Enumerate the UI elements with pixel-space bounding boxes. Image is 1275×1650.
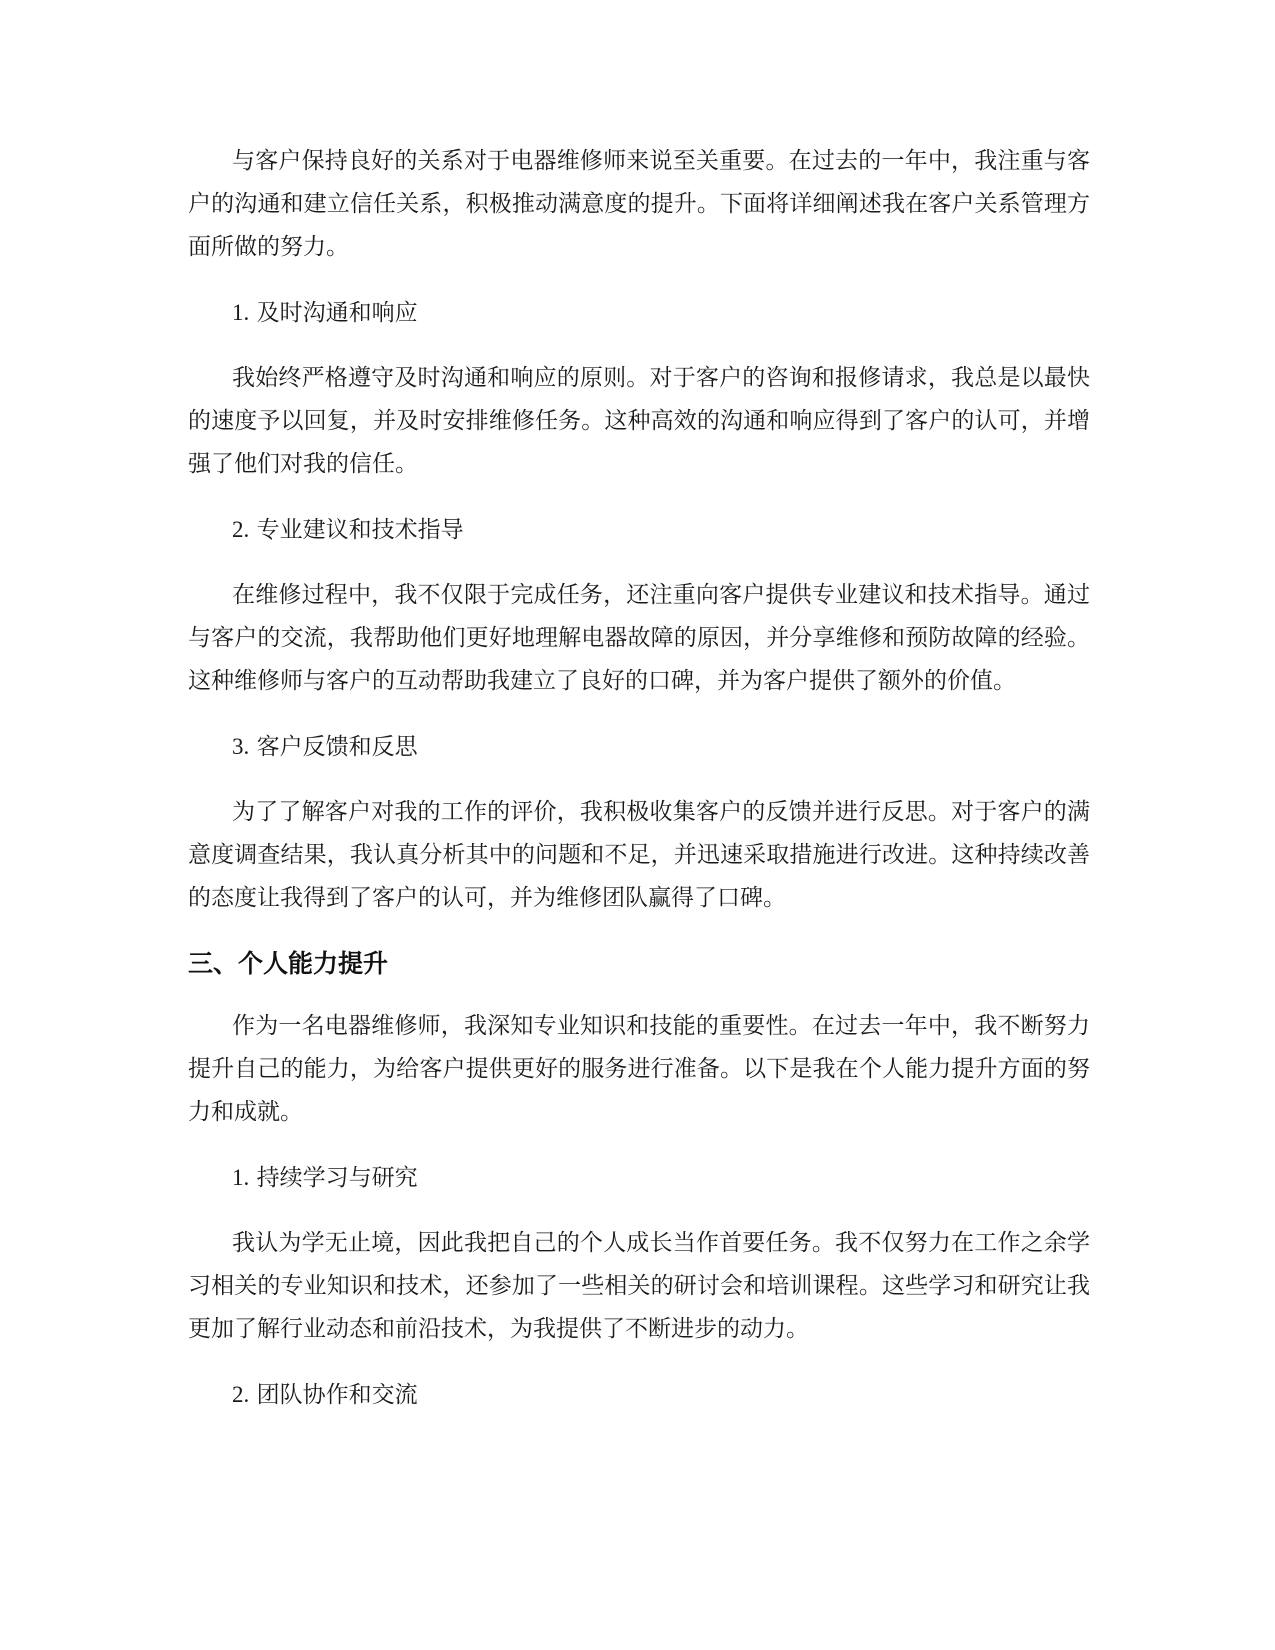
list-item-number: 2. (232, 1382, 250, 1407)
list-item-number: 3. (232, 734, 250, 759)
list-item-professional-advice (232, 508, 1090, 552)
paragraph-continuous-learning: 我认为学无止境，因此我把自己的个人成长当作首要任务。我不仅努力在工作之余学习相关的专业知识和技术，还参加了一些相关的研讨会和培训课程。这些学习和研究让我更加了解行业动态和前沿技术，为我提供了不断进步的动力。 (188, 1230, 1090, 1342)
paragraph-customer-feedback: 为了了解客户对我的工作的评价，我积极收集客户的反馈并进行反思。对于客户的满意度调查结果，我认真分析其中的问题和不足，并迅速采取措施进行改进。这种持续改善的态度让我得到了客户的认可，并为维修团队赢得了口碑。 (188, 799, 1090, 911)
list-item-label: 客户反馈和反思 (256, 734, 418, 760)
list-item-customer-feedback (232, 725, 1090, 769)
list-item-label: 专业建议和技术指导 (256, 517, 464, 543)
paragraph-personal-ability-intro: 作为一名电器维修师，我深知专业知识和技能的重要性。在过去一年中，我不断努力提升自己的能力，为给客户提供更好的服务进行准备。以下是我在个人能力提升方面的努力和成就。 (188, 1013, 1090, 1125)
list-item-number: 2. (232, 517, 250, 542)
list-item-label: 持续学习与研究 (256, 1165, 418, 1191)
section-heading-personal-ability: 三、个人能力提升 (188, 949, 389, 978)
paragraph-customer-relations-intro: 与客户保持良好的关系对于电器维修师来说至关重要。在过去的一年中，我注重与客户的沟通和建立信任关系，积极推动满意度的提升。下面将详细阐述我在客户关系管理方面所做的努力。 (188, 148, 1090, 260)
paragraph-professional-advice: 在维修过程中，我不仅限于完成任务，还注重向客户提供专业建议和技术指导。通过与客户的交流，我帮助他们更好地理解电器故障的原因，并分享维修和预防故障的经验。这种维修师与客户的互动帮助我建立了良好的口碑，并为客户提供了额外的价值。 (188, 582, 1090, 694)
list-item-continuous-learning (232, 1156, 1090, 1200)
list-item-label: 团队协作和交流 (256, 1382, 418, 1408)
list-item-number: 1. (232, 1165, 250, 1190)
document-body (188, 140, 1090, 1439)
list-item-label: 及时沟通和响应 (256, 300, 418, 326)
paragraph-timely-communication: 我始终严格遵守及时沟通和响应的原则。对于客户的咨询和报修请求，我总是以最快的速度予以回复，并及时安排维修任务。这种高效的沟通和响应得到了客户的认可，并增强了他们对我的信任。 (188, 365, 1090, 477)
list-item-number: 1. (232, 300, 250, 325)
list-item-teamwork (232, 1373, 1090, 1417)
list-item-timely-communication (232, 291, 1090, 335)
